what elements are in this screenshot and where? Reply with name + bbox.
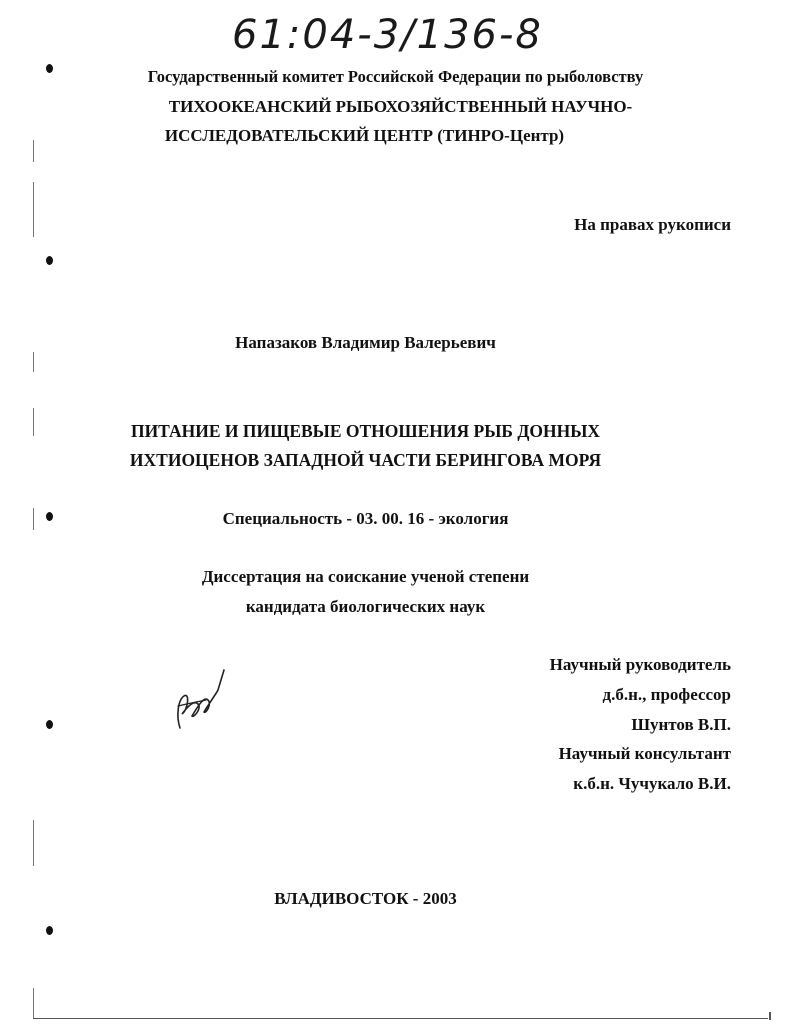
scan-edge-line [33,820,34,866]
institute-line-1: ТИХООКЕАНСКИЙ РЫБОХОЗЯЙСТВЕННЫЙ НАУЧНО- [168,97,633,116]
binding-hole-mark [46,926,53,935]
title-line-1: ПИТАНИЕ И ПИЩЕВЫЕ ОТНОШЕНИЯ РЫБ ДОННЫХ [130,421,601,441]
scan-edge-line [33,182,34,237]
committee-line: Государственный комитет Российской Федерации по рыболовству [147,67,644,86]
archive-number-text: 61:04-3/136-8 [232,12,543,58]
title-line-2: ИХТИОЦЕНОВ ЗАПАДНОЙ ЧАСТИ БЕРИНГОВА МОРЯ [129,450,602,470]
handwritten-signature [172,666,232,736]
consultant-name: к.б.н. Чучукало В.И. [573,774,731,793]
degree-line-1: Диссертация на соискание ученой степени [201,567,530,586]
scan-edge-line [33,988,34,1018]
handwritten-archive-number [230,4,550,62]
consultant-label: Научный консультант [558,744,731,763]
advisor-name: Шунтов В.П. [631,715,731,734]
specialty: Специальность - 03. 00. 16 - экология [222,509,509,528]
scan-edge-line [33,352,34,372]
author-name: Напазаков Владимир Валерьевич [235,333,496,352]
scan-bottom-edge [33,1018,768,1019]
degree-line-2: кандидата биологических наук [245,597,486,616]
binding-hole-mark [46,256,53,265]
scan-speck [769,1012,771,1020]
city-year: ВЛАДИВОСТОК - 2003 [274,889,457,908]
binding-hole-mark [46,720,53,729]
institute-line-2: ИССЛЕДОВАТЕЛЬСКИЙ ЦЕНТР (ТИНРО-Центр) [164,126,565,145]
advisor-label: Научный руководитель [549,655,731,674]
advisor-degree: д.б.н., профессор [602,685,731,704]
manuscript-rights: На правах рукописи [574,215,731,234]
